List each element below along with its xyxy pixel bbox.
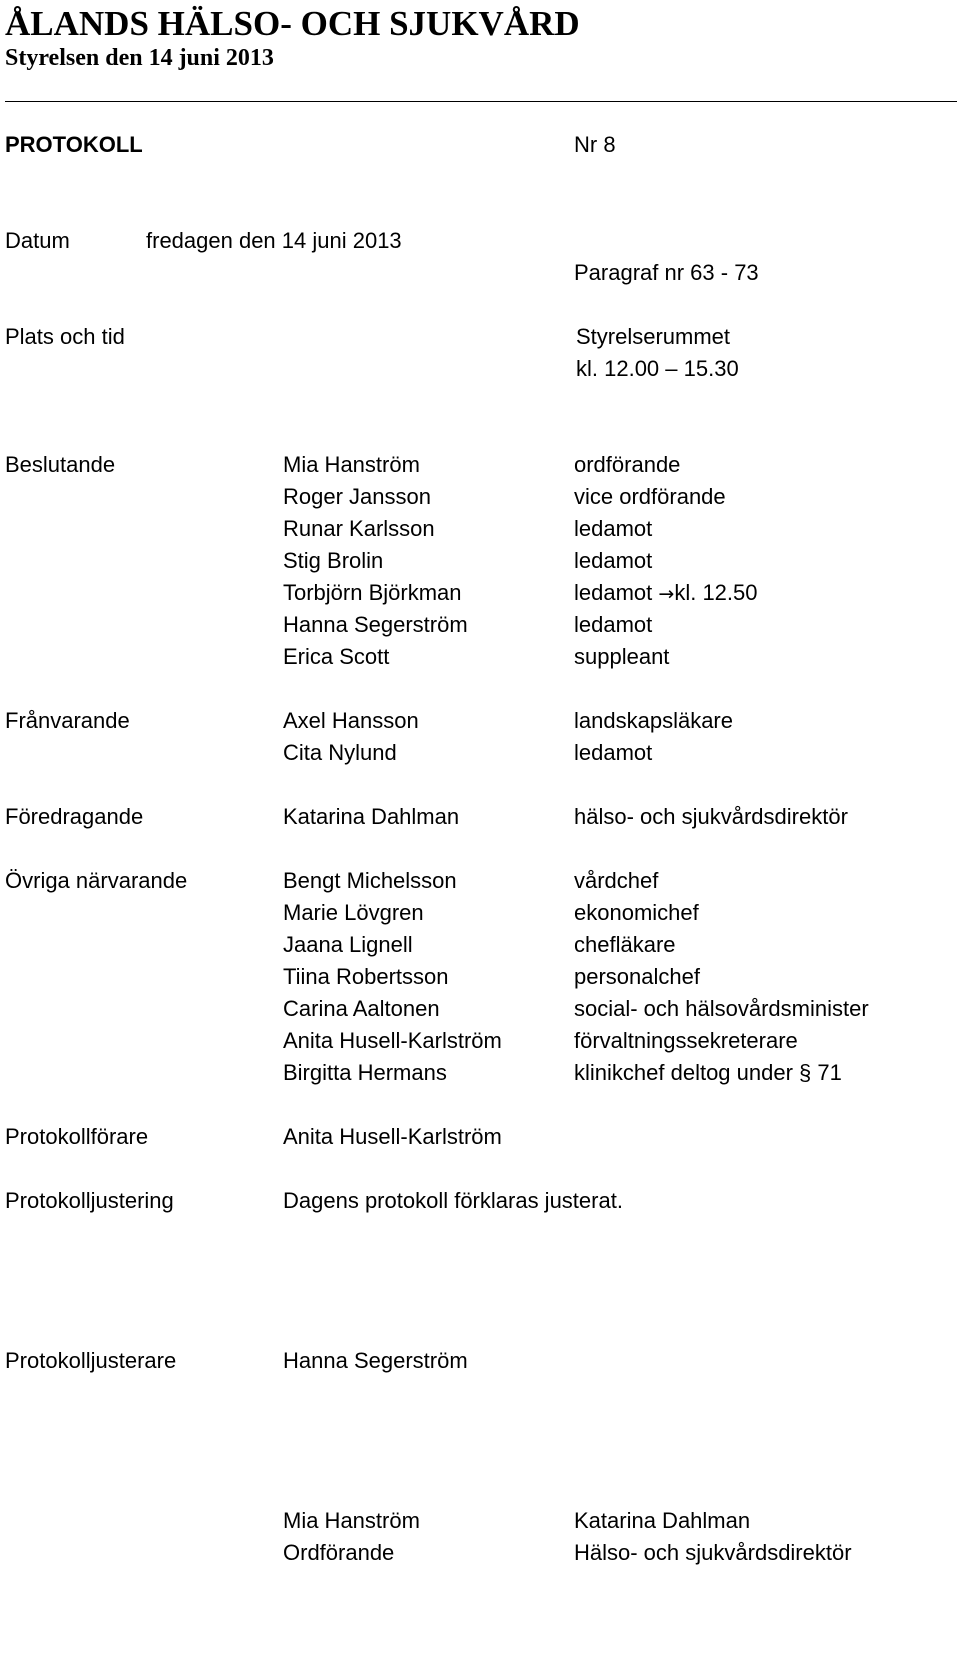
member-name: Bengt Michelsson	[283, 868, 457, 893]
presenter-role: hälso- och sjukvårdsdirektör	[574, 804, 848, 829]
member-name: Stig Brolin	[283, 548, 384, 573]
arrow-right-icon: →	[658, 583, 675, 605]
member-role: ekonomichef	[574, 900, 699, 925]
member-name: Cita Nylund	[283, 740, 397, 765]
place-label: Plats och tid	[5, 324, 125, 349]
member-name: Birgitta Hermans	[283, 1060, 447, 1085]
time-value: kl. 12.00 – 15.30	[576, 356, 739, 381]
signature-name-chair: Mia Hanström	[283, 1508, 420, 1533]
board-meeting-subtitle: Styrelsen den 14 juni 2013	[5, 45, 274, 71]
header-rule	[5, 101, 957, 102]
member-role: chefläkare	[574, 932, 676, 957]
absent-label: Frånvarande	[5, 708, 130, 733]
member-name: Anita Husell-Karlström	[283, 1028, 502, 1053]
member-role: ledamot	[574, 580, 653, 605]
member-role: vårdchef	[574, 868, 659, 893]
member-role: klinikchef deltog under § 71	[574, 1060, 842, 1085]
member-role: ledamot	[574, 548, 653, 573]
member-role: vice ordförande	[574, 484, 726, 509]
member-role: suppleant	[574, 644, 670, 669]
presenter-label: Föredragande	[5, 804, 144, 829]
signature-name-director: Katarina Dahlman	[574, 1508, 751, 1533]
protocol-label: PROTOKOLL	[5, 132, 143, 157]
signature-title-chair: Ordförande	[283, 1540, 395, 1565]
others-present-label: Övriga närvarande	[5, 868, 188, 893]
member-name: Erica Scott	[283, 644, 390, 669]
member-name: Mia Hanström	[283, 452, 420, 477]
member-name: Roger Jansson	[283, 484, 431, 509]
member-name: Axel Hansson	[283, 708, 419, 733]
presenter-name: Katarina Dahlman	[283, 804, 460, 829]
verifier-name: Hanna Segerström	[283, 1348, 468, 1373]
member-name: Tiina Robertsson	[283, 964, 449, 989]
paragraph-range: Paragraf nr 63 - 73	[574, 260, 759, 285]
verifier-label: Protokolljusterare	[5, 1348, 177, 1373]
member-role: landskapsläkare	[574, 708, 733, 733]
protocol-number: Nr 8	[574, 132, 616, 157]
member-name: Torbjörn Björkman	[283, 580, 462, 605]
verification-label: Protokolljustering	[5, 1188, 174, 1213]
member-name: Hanna Segerström	[283, 612, 468, 637]
place-value: Styrelserummet	[576, 324, 731, 349]
secretary-name: Anita Husell-Karlström	[283, 1124, 502, 1149]
member-name: Carina Aaltonen	[283, 996, 440, 1021]
member-role: social- och hälsovårdsminister	[574, 996, 869, 1021]
signature-title-director: Hälso- och sjukvårdsdirektör	[574, 1540, 852, 1565]
member-role: ledamot	[574, 740, 653, 765]
member-role-with-note	[574, 576, 758, 611]
member-role: ordförande	[574, 452, 681, 477]
decision-makers-label: Beslutande	[5, 452, 116, 477]
member-role: personalchef	[574, 964, 700, 989]
member-role: ledamot	[574, 612, 653, 637]
verification-text: Dagens protokoll förklaras justerat.	[283, 1188, 623, 1213]
member-role: förvaltningssekreterare	[574, 1028, 798, 1053]
member-name: Runar Karlsson	[283, 516, 435, 541]
arrival-time-note: kl. 12.50	[674, 580, 758, 605]
date-value: fredagen den 14 juni 2013	[146, 228, 402, 253]
org-title: ÅLANDS HÄLSO- OCH SJUKVÅRD	[5, 4, 580, 43]
member-name: Marie Lövgren	[283, 900, 424, 925]
secretary-label: Protokollförare	[5, 1124, 149, 1149]
member-name: Jaana Lignell	[283, 932, 413, 957]
member-role: ledamot	[574, 516, 653, 541]
date-label: Datum	[5, 228, 70, 253]
